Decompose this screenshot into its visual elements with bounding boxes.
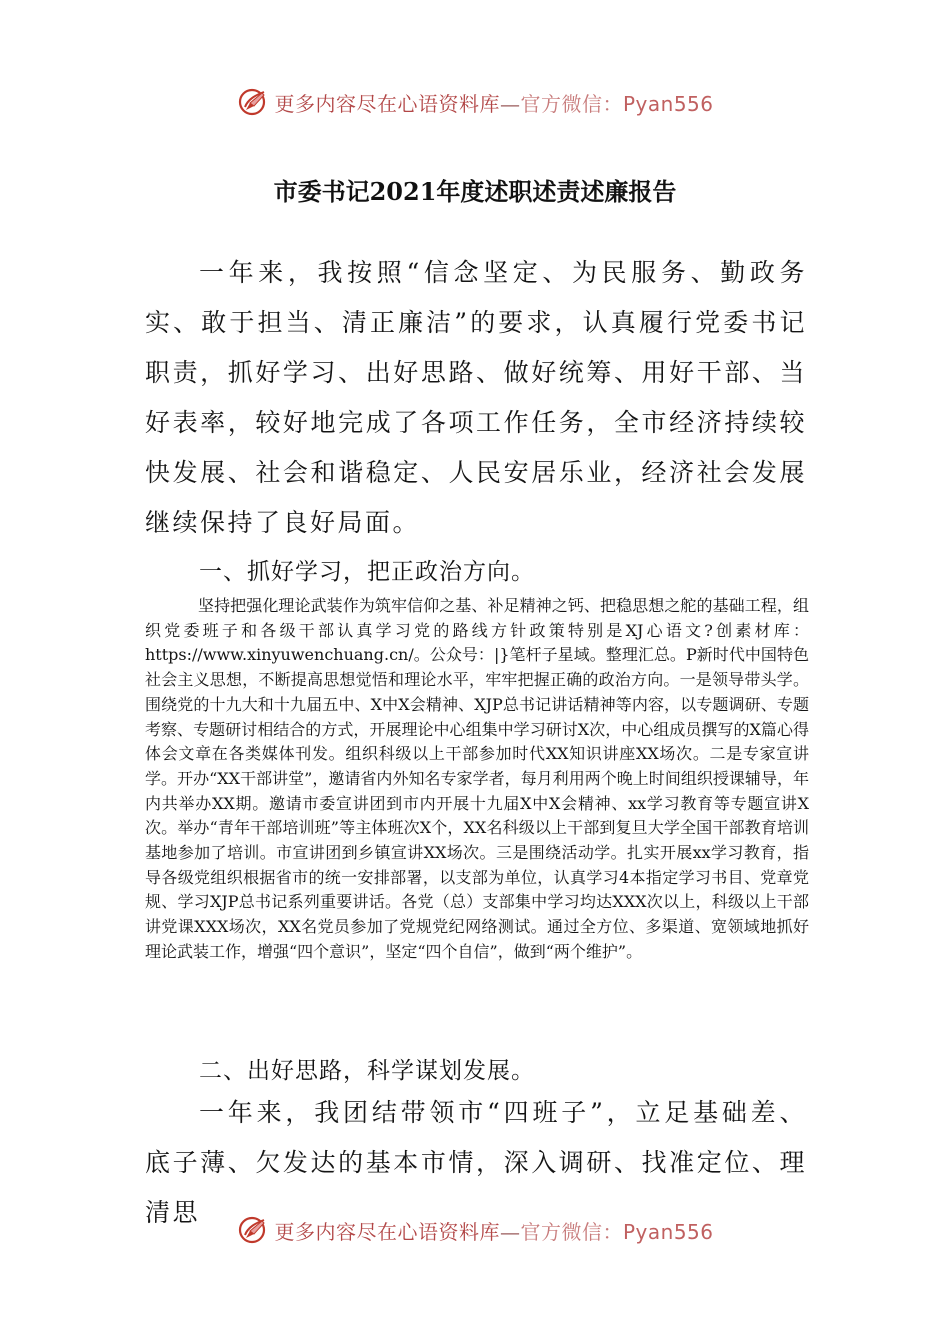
pen-nib-logo-icon bbox=[236, 85, 270, 119]
intro-paragraph: 一年来，我按照“信念坚定、为民服务、勤政务实、敢于担当、清正廉洁”的要求，认真履行党委书记职责，抓好学习、出好思路、做好统筹、用好干部、当好表率，较好地完成了各项工作任务，全市经济持续较快发展、社会和谐稳定、人民安居乐业，经济社会发展继续保持了良好局面。 bbox=[145, 258, 807, 537]
pen-nib-logo-icon bbox=[236, 1213, 270, 1247]
footer-banner bbox=[0, 1208, 950, 1252]
header-banner-text: 更多内容尽在心语资料库—官方微信：Pyan556 bbox=[274, 91, 714, 116]
document-title: 市委书记2021年度述职述责述廉报告 bbox=[273, 177, 677, 206]
section-2-body: 一年来，我团结带领市“四班子”，立足基础差、底子薄、欠发达的基本市情，深入调研、找准定位、理清思 bbox=[145, 1098, 807, 1227]
section-1-heading: 一、抓好学习，把正政治方向。 bbox=[199, 559, 535, 585]
footer-banner-text: 更多内容尽在心语资料库—官方微信：Pyan556 bbox=[274, 1219, 714, 1244]
section-2-heading: 二、出好思路，科学谋划发展。 bbox=[199, 1058, 535, 1084]
header-banner bbox=[0, 80, 950, 124]
section-1-body: 坚持把强化理论武装作为筑牢信仰之基、补足精神之钙、把稳思想之舵的基础工程，组织党委班子和各级干部认真学习党的路线方针政策特别是XJ心语文?创素材库：https://www.xinyuwenchuang.cn/。公众号：|}笔杆子星域。整理汇总。P新时代中国特色社会主义思想，不断提高思想觉悟和理论水平，牢牢把握正确的政治方向。一是领导带头学。围绕党的十九大和十九届五中、X中X会精神、XJP总书记讲话精神等内容，以专题调研、专题考察、专题研讨相结合的方式，开展理论中心组集中学习研讨X次，中心组成员撰写的X篇心得体会文章在各类媒体刊发。组织科级以上干部参加时代XX知识讲座XX场次。二是专家宣讲学。开办“XX干部讲堂”，邀请省内外知名专家学者，每月利用两个晚上时间组织授课辅导，年内共举办XX期。邀请市委宣讲团到市内开展十九届X中X会精神、xx学习教育等专题宣讲X次。举办“青年干部培训班”等主体班次X个，XX名科级以上干部到复旦大学全国干部教育培训基地参加了培训。市宣讲团到乡镇宣讲XX场次。三是围绕活动学。扎实开展xx学习教育，指导各级党组织根据省市的统一安排部署，以支部为单位，认真学习4本指定学习书目、党章党规、学习XJP总书记系列重要讲话。各党（总）支部集中学习均达XXX次以上，科级以上干部讲党课XXX场次，XX名党员参加了党规党纪网络测试。通过全方位、多渠道、宽领域地抓好理论武装工作，增强“四个意识”，坚定“四个自信”，做到“两个维护”。 bbox=[145, 596, 809, 961]
